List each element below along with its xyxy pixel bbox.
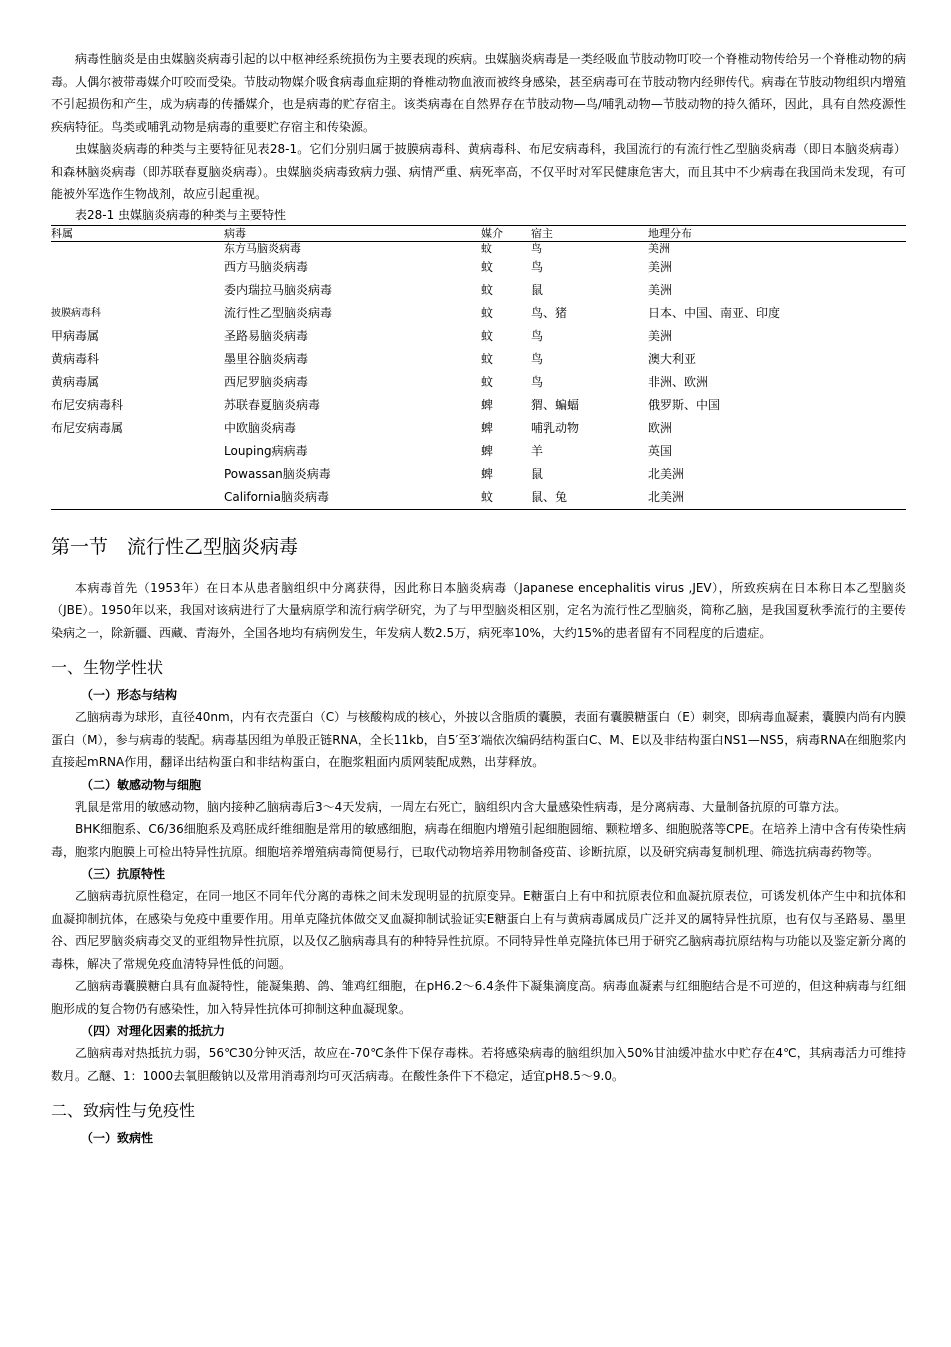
cell-virus: 东方马脑炎病毒 — [224, 241, 301, 255]
cell-host: 羊 — [531, 443, 544, 458]
cell-virus: 墨里谷脑炎病毒 — [224, 351, 309, 366]
virus-table — [51, 225, 906, 510]
chapter-title-pathogenicity: 二、致病性与免疫性 — [51, 1101, 196, 1120]
table-row — [51, 371, 906, 394]
antigen-paragraph-2: 乙脑病毒囊膜糖白具有血凝特性，能凝集鹅、鸽、雏鸡红细胞，在pH6.2～6.4条件下凝集滴度高。病毒血凝素与红细胞结合是不可逆的，但这种病毒与红细胞形成的复合物仍有感染性，加入特异性抗体可抑制这种血凝现象。 — [51, 979, 906, 1016]
cell-vector: 蜱 — [481, 466, 494, 481]
antigen-paragraph-1: 乙脑病毒抗原性稳定，在同一地区不同年代分离的毒株之间未发现明显的抗原变异。E糖蛋白上有中和抗原表位和血凝抗原表位，可诱发机体产生中和抗体和血凝抑制抗体，在感染与免疫中重要作用。用单克隆抗体做交叉血凝抑制试验证实E糖蛋白上有与黄病毒属成员广泛并叉的属特异性抗原，也有仅与圣路易、墨里谷、西尼罗脑炎病毒交叉的亚组物异性抗原，以及仅乙脑病毒具有的种特异性抗原。不同特异性单克隆抗体已用于研究乙脑病毒抗原结构与功能以及鉴定新分离的毒株，解决了常规免疫血清特异性低的问题。 — [51, 889, 906, 971]
cell-host: 鼠 — [531, 466, 544, 481]
table-row — [51, 279, 906, 302]
intro-paragraph-1: 病毒性脑炎是由虫媒脑炎病毒引起的以中枢神经系统损伤为主要表现的疾病。虫媒脑炎病毒是一类经吸血节肢动物叮咬一个脊椎动物传给另一个脊椎动物的病毒。人偶尔被带毒媒介叮咬而受染。节肢动物媒介吸食病毒血症期的脊椎动物血液而被终身感染，甚至病毒可在节肢动物内经卵传代。病毒在节肢动物组织内增殖不引起损伤和产生，成为病毒的传播媒介，也是病毒的贮存宿主。该类病毒在自然界存在节肢动物—鸟/哺乳动物—节肢动物的持久循环，因此，具有自然疫源性疾病特征。鸟类或哺乳动物是病毒的重要贮存宿主和传染源。 — [51, 52, 906, 134]
cell-family: 布尼安病毒属 — [51, 420, 124, 435]
subheading-antigen: （三）抗原特性 — [81, 867, 166, 881]
susceptible-paragraph-2: BHK细胞系、C6/36细胞系及鸡胚成纤维细胞是常用的敏感细胞，病毒在细胞内增殖引起细胞圆缩、颗粒增多、细胞脱落等CPE。在培养上清中含有传染性病毒，胞浆内胞膜上可检出特异性抗原。细胞培养增殖病毒简便易行，已取代动物培养用物制备疫苗、诊断抗原，以及研究病毒复制机理、筛选抗病毒药物等。 — [51, 822, 906, 859]
cell-family — [51, 256, 224, 279]
cell-virus: California脑炎病毒 — [224, 486, 481, 510]
cell-vector: 蚊 — [481, 486, 531, 510]
cell-host: 鸟 — [531, 374, 544, 389]
cell-family: 披膜病毒科 — [51, 307, 101, 319]
cell-family — [51, 241, 224, 256]
table-row — [51, 241, 906, 256]
cell-host: 鼠、兔 — [531, 486, 648, 510]
cell-geo: 美洲 — [648, 259, 673, 274]
cell-family: 黄病毒科 — [51, 351, 100, 366]
table-row — [51, 348, 906, 371]
table-row — [51, 440, 906, 463]
subheading-pathogenicity: （一）致病性 — [81, 1131, 154, 1145]
cell-host: 哺乳动物 — [531, 420, 580, 435]
cell-vector: 蚊 — [481, 351, 494, 366]
header-family: 科属 — [51, 225, 224, 241]
section-intro-paragraph: 本病毒首先（1953年）在日本从患者脑组织中分离获得，因此称日本脑炎病毒（Japanese encephalitis virus ,JEV），所致疾病在日本称日本乙型脑炎（JBE）。1950年以来，我国对该病进行了大量病原学和流行病学研究，为了与甲型脑炎相区别，定名为流行性乙型脑炎，简称乙脑，是我国夏秋季流行的主要传染病之一，除新疆、西藏、青海外，全国各地均有病例发生，年发病人数2.5万，病死率10%，大约15%的患者留有不同程度的后遗症。 — [51, 580, 906, 640]
header-geo: 地理分布 — [648, 225, 906, 241]
morphology-paragraph: 乙脑病毒为球形，直径40nm，内有衣壳蛋白（C）与核酸构成的核心，外披以含脂质的囊膜，表面有囊膜糖蛋白（E）刺突，即病毒血凝素，囊膜内尚有内膜蛋白（M），参与病毒的装配。病毒基因组为单股正链RNA，全长11kb，自5′至3′端依次编码结构蛋白C、M、E以及非结构蛋白NS1—NS5，病毒RNA在细胞浆内直接起mRNA作用，翻译出结构蛋白和非结构蛋白，在胞浆粗面内质网装配成熟，出芽释放。 — [51, 710, 906, 769]
cell-host: 鸟 — [531, 351, 544, 366]
cell-vector: 蚊 — [481, 305, 494, 320]
cell-vector: 蚊 — [481, 282, 494, 297]
header-host: 宿主 — [531, 225, 648, 241]
table-caption: 表28-1 虫媒脑炎病毒的种类与主要特性 — [75, 207, 287, 222]
cell-geo: 美洲 — [648, 241, 670, 255]
cell-geo: 俄罗斯、中国 — [648, 397, 721, 412]
table-row — [51, 302, 906, 325]
table-row — [51, 394, 906, 417]
cell-vector: 蚊 — [481, 328, 494, 343]
cell-host: 鼠 — [531, 282, 544, 297]
cell-geo: 美洲 — [648, 282, 673, 297]
cell-vector: 蚊 — [481, 374, 494, 389]
table-row — [51, 256, 906, 279]
cell-geo: 北美洲 — [648, 486, 906, 510]
table-row — [51, 463, 906, 486]
cell-family — [51, 440, 224, 463]
cell-virus: 苏联春夏脑炎病毒 — [224, 397, 321, 412]
cell-vector: 蚊 — [481, 241, 492, 255]
table-header-row — [51, 225, 906, 241]
cell-vector: 蚊 — [481, 259, 494, 274]
cell-family: 布尼安病毒科 — [51, 397, 124, 412]
cell-virus: 委内瑞拉马脑炎病毒 — [224, 282, 333, 297]
susceptible-paragraph-1: 乳鼠是常用的敏感动物，脑内接种乙脑病毒后3～4天发病，一周左右死亡，脑组织内含大量感染性病毒，是分离病毒、大量制备抗原的可靠方法。 — [75, 799, 847, 814]
cell-vector: 蜱 — [481, 420, 494, 435]
subheading-morphology: （一）形态与结构 — [81, 688, 178, 702]
cell-virus: 流行性乙型脑炎病毒 — [224, 305, 333, 320]
cell-virus: Louping病病毒 — [224, 443, 308, 458]
cell-virus: 中欧脑炎病毒 — [224, 420, 297, 435]
document-page — [51, 48, 906, 1149]
subheading-susceptible: （二）敏感动物与细胞 — [81, 777, 202, 792]
chapter-title-biology: 一、生物学性状 — [51, 658, 164, 677]
cell-geo: 非洲、欧洲 — [648, 374, 709, 389]
cell-host: 猬、蝙蝠 — [531, 397, 580, 412]
cell-family — [51, 279, 224, 302]
cell-virus: 西尼罗脑炎病毒 — [224, 374, 309, 389]
cell-geo: 日本、中国、南亚、印度 — [648, 305, 781, 320]
cell-host: 鸟、猪 — [531, 305, 568, 320]
cell-vector: 蜱 — [481, 397, 494, 412]
table-row — [51, 486, 906, 510]
cell-family — [51, 463, 224, 486]
cell-virus: 西方马脑炎病毒 — [224, 259, 309, 274]
section-title: 第一节 流行性乙型脑炎病毒 — [51, 535, 299, 558]
header-vector: 媒介 — [481, 225, 531, 241]
cell-geo: 英国 — [648, 443, 673, 458]
cell-family — [51, 486, 224, 510]
table-row — [51, 325, 906, 348]
resistance-paragraph: 乙脑病毒对热抵抗力弱，56℃30分钟灭活，故应在-70℃条件下保存毒株。若将感染病毒的脑组织加入50%甘油缓冲盐水中贮存在4℃，其病毒活力可维持数月。乙醚、1：1000去氧胆酸钠以及常用消毒剂均可灭活病毒。在酸性条件下不稳定，适宜pH8.5～9.0。 — [51, 1046, 906, 1083]
cell-geo: 北美洲 — [648, 466, 685, 481]
cell-geo: 欧洲 — [648, 420, 673, 435]
header-virus: 病毒 — [224, 225, 481, 241]
cell-vector: 蜱 — [481, 443, 494, 458]
cell-virus: 圣路易脑炎病毒 — [224, 328, 309, 343]
subheading-resistance: （四）对理化因素的抵抗力 — [81, 1024, 226, 1038]
intro-paragraph-2: 虫媒脑炎病毒的种类与主要特征见表28-1。它们分别归属于披膜病毒科、黄病毒科、布尼安病毒科，我国流行的有流行性乙型脑炎病毒（即日本脑炎病毒）和森林脑炎病毒（即苏联春夏脑炎病毒）。虫媒脑炎病毒致病力强、病情严重、病死率高，不仅平时对军民健康危害大，而且其中不少病毒在我国尚未发现，有可能被外军选作生物战剂，故应引起重视。 — [51, 142, 906, 201]
table-row — [51, 417, 906, 440]
cell-geo: 澳大利亚 — [648, 351, 697, 366]
cell-host: 鸟 — [531, 328, 544, 343]
cell-virus: Powassan脑炎病毒 — [224, 466, 331, 481]
cell-geo: 美洲 — [648, 328, 673, 343]
cell-family: 黄病毒属 — [51, 374, 100, 389]
cell-family: 甲病毒属 — [51, 328, 100, 343]
cell-host: 鸟 — [531, 241, 542, 255]
cell-host: 鸟 — [531, 259, 544, 274]
